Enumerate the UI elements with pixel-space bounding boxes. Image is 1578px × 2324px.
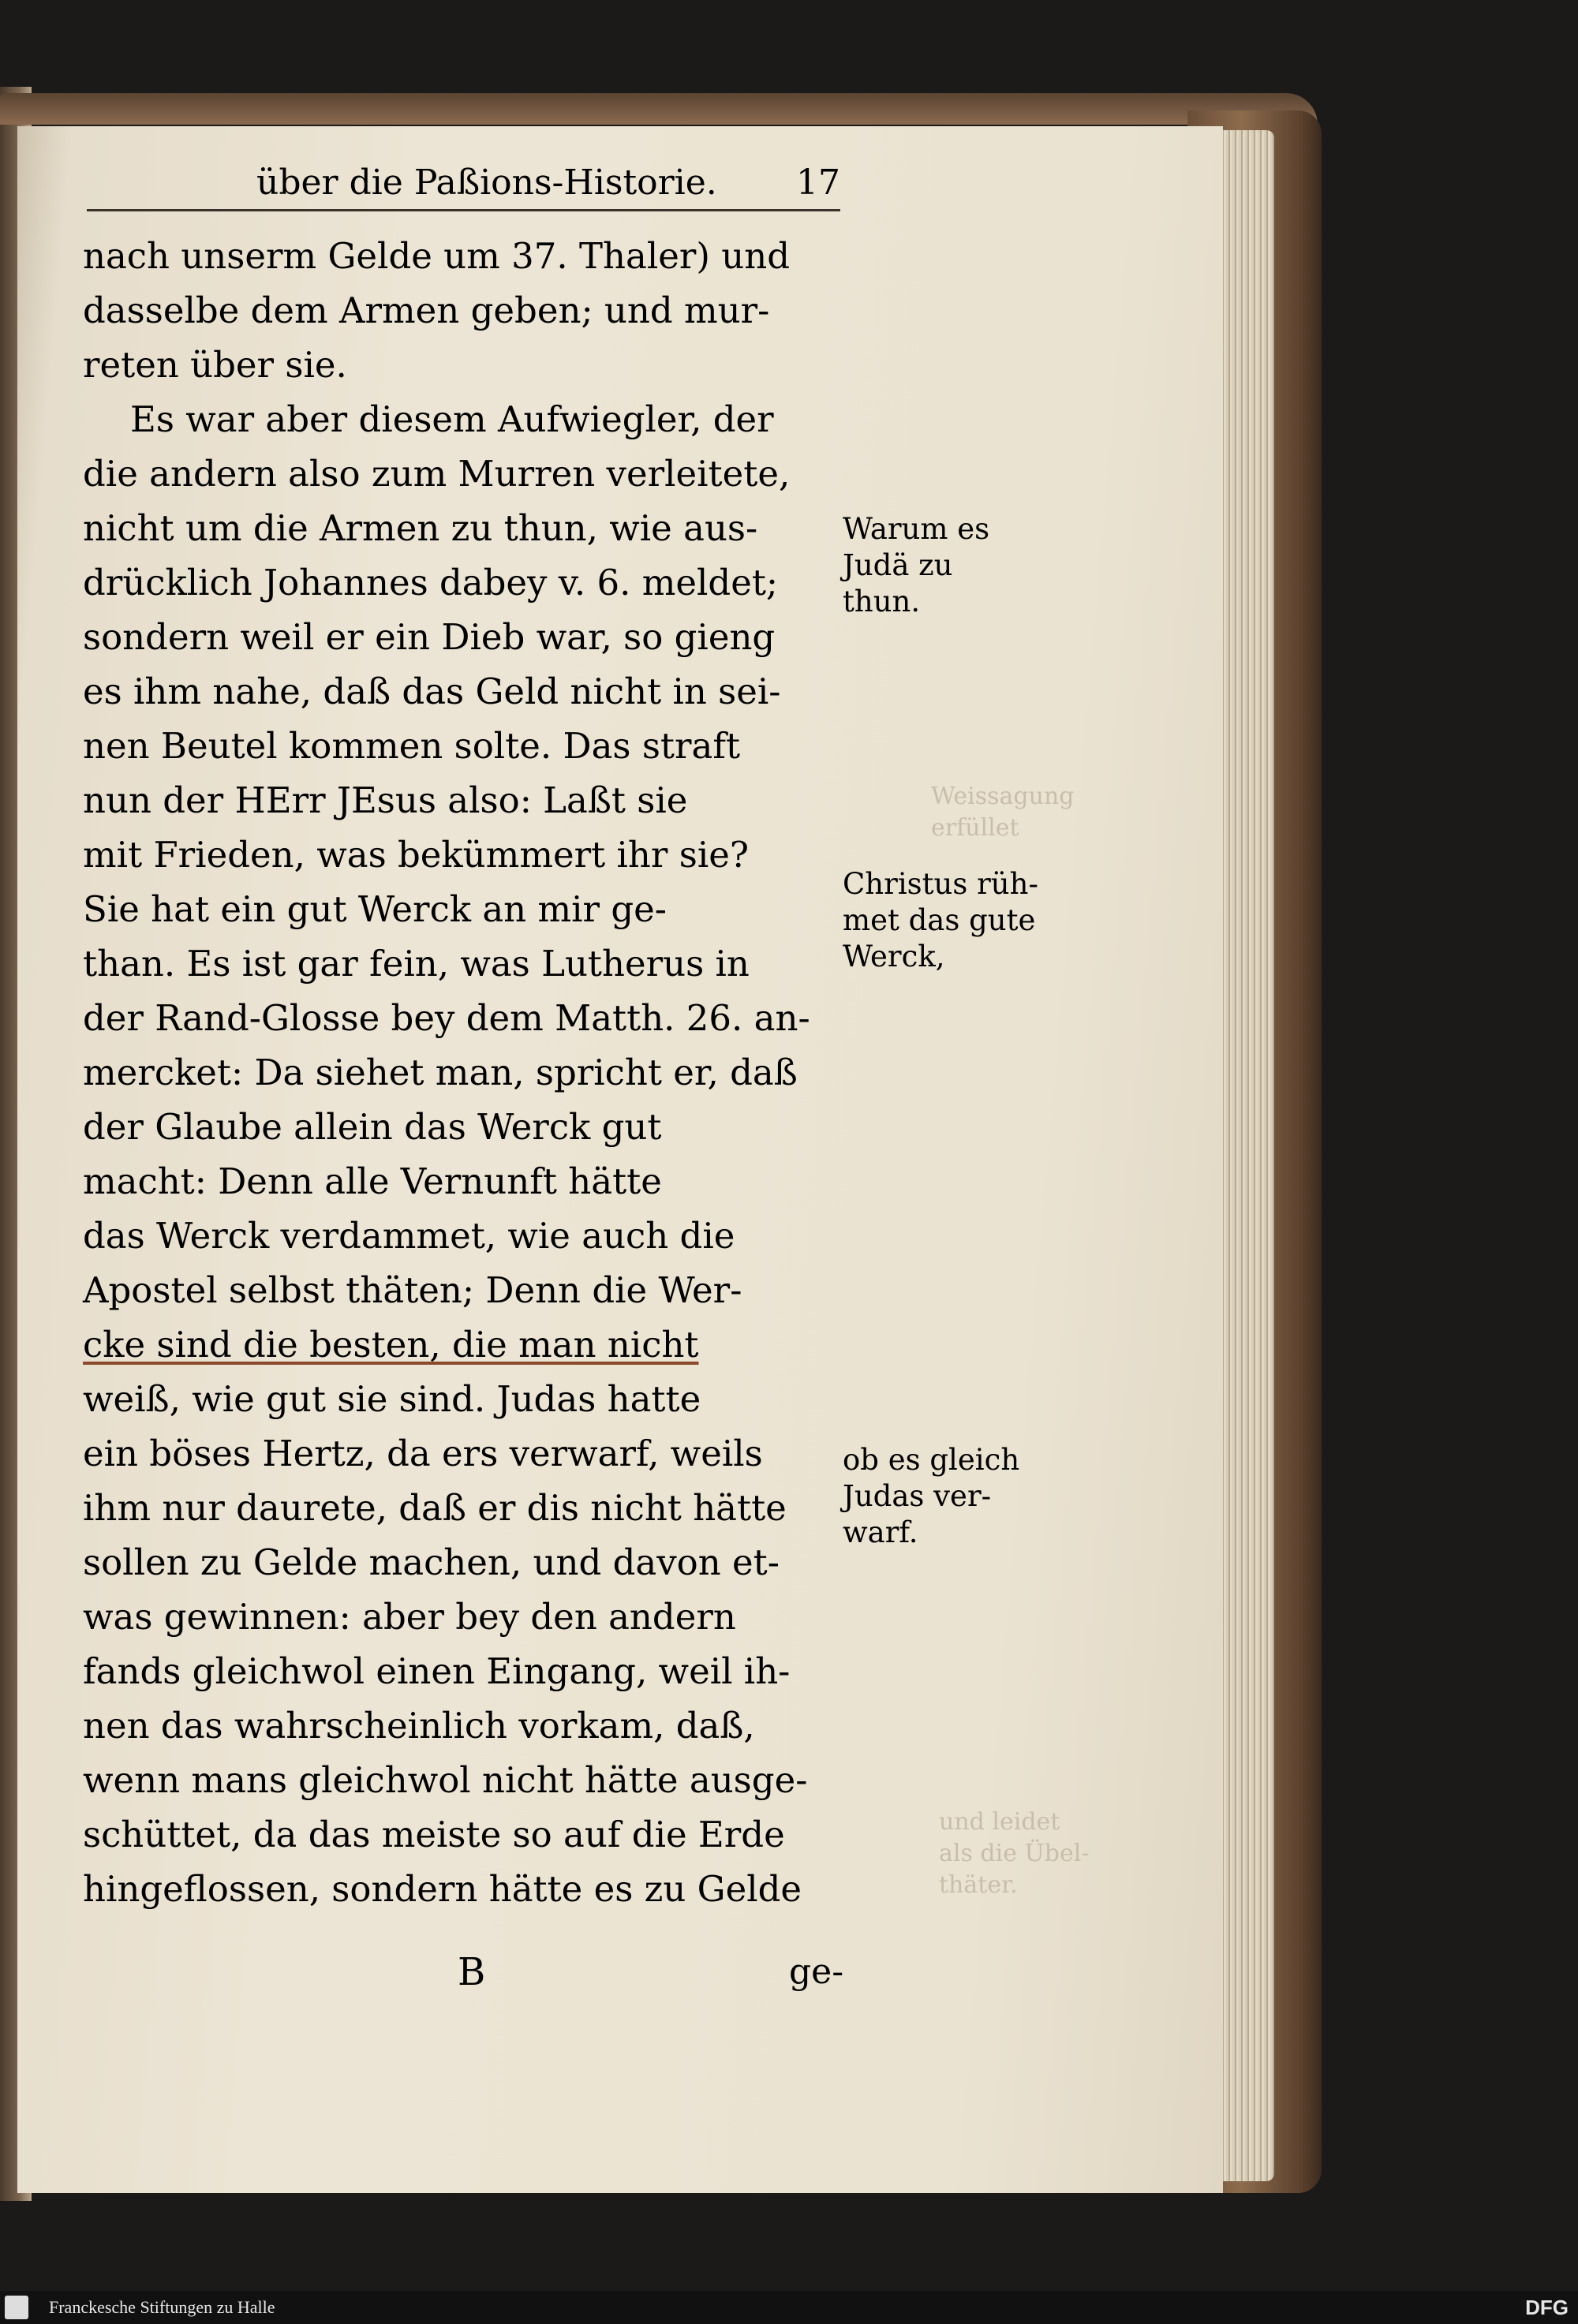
text-line: wenn mans gleichwol nicht hätte ausge-	[83, 1759, 808, 1801]
text-line: mit Frieden, was bekümmert ihr sie?	[83, 834, 749, 876]
margin-note-christus	[843, 866, 1056, 975]
margin-note-line: Warum es	[843, 512, 990, 546]
text-line: Es war aber diesem Aufwiegler, der	[130, 398, 774, 440]
bleed-line: als die Übel-	[939, 1840, 1090, 1867]
margin-note-why	[843, 511, 1056, 620]
bleed-through-text-lower	[939, 1807, 1089, 1901]
running-title: über die Paßions-Historie.	[256, 163, 717, 203]
bleed-line: und leidet	[939, 1808, 1060, 1836]
dfg-badge: DFG	[1525, 2296, 1569, 2319]
margin-note-line: warf.	[843, 1515, 918, 1549]
text-line: macht: Denn alle Vernunft hätte	[83, 1160, 662, 1202]
text-line: nun der HErr JEsus also: Laßt sie	[83, 779, 688, 821]
text-line: than. Es ist gar fein, was Lutherus in	[83, 943, 750, 985]
margin-note-line: Judä zu	[843, 548, 953, 582]
text-line: fands gleichwol einen Eingang, weil ih-	[83, 1650, 791, 1692]
text-line: nicht um die Armen zu thun, wie aus-	[83, 507, 758, 549]
bleed-line: erfüllet	[931, 814, 1019, 842]
signature-mark: B	[458, 1950, 486, 1994]
text-line: es ihm nahe, daß das Geld nicht in sei-	[83, 671, 781, 712]
running-header	[241, 158, 840, 208]
text-line: mercket: Da siehet man, spricht er, daß	[83, 1052, 798, 1093]
text-line: ein böses Hertz, da ers verwarf, weils	[83, 1433, 763, 1474]
text-line: Sie hat ein gut Werck an mir ge-	[83, 888, 667, 930]
margin-note-line: ob es gleich	[843, 1443, 1020, 1477]
institution-logo-icon	[5, 2296, 28, 2319]
margin-note-line: met das gute	[843, 903, 1036, 937]
text-line: nach unserm Gelde um 37. Thaler) und	[83, 235, 791, 277]
text-line: was gewinnen: aber bey den andern	[83, 1596, 736, 1638]
text-line: reten über sie.	[83, 344, 347, 386]
text-line: der Rand-Glosse bey dem Matth. 26. an-	[83, 997, 810, 1039]
bleed-line: thäter.	[939, 1871, 1018, 1899]
text-line: nen Beutel kommen solte. Das straft	[83, 725, 741, 767]
text-line: dasselbe dem Armen geben; und mur-	[83, 290, 770, 331]
text-line: drücklich Johannes dabey v. 6. meldet;	[83, 562, 779, 603]
catchword: ge-	[789, 1952, 844, 1992]
margin-note-line: Werck,	[843, 940, 945, 973]
bleed-through-text-upper	[931, 781, 1074, 844]
underlined-text-line: cke sind die besten, die man nicht	[83, 1324, 699, 1366]
text-line: hingeflossen, sondern hätte es zu Gelde	[83, 1868, 802, 1910]
book-cover-top	[0, 93, 1318, 125]
text-line: nen das wahrscheinlich vorkam, daß,	[83, 1705, 755, 1747]
text-line: Apostel selbst thäten; Denn die Wer-	[83, 1269, 742, 1311]
text-line: das Werck verdammet, wie auch die	[83, 1215, 735, 1257]
institution-name: Franckesche Stiftungen zu Halle	[49, 2297, 275, 2317]
viewer-bottom-bar	[0, 2291, 1578, 2324]
text-line: weiß, wie gut sie sind. Judas hatte	[83, 1378, 701, 1420]
header-rule	[87, 209, 840, 211]
main-text-block	[83, 229, 840, 1916]
text-line: ihm nur daurete, daß er dis nicht hätte	[83, 1487, 787, 1529]
text-line: sollen zu Gelde machen, und davon et-	[83, 1541, 780, 1583]
text-line: die andern also zum Murren verleitete,	[83, 453, 791, 495]
bleed-line: Weissagung	[931, 783, 1075, 810]
text-line: sondern weil er ein Dieb war, so gieng	[83, 616, 776, 658]
margin-note-line: Christus rüh-	[843, 867, 1038, 901]
margin-note-line: thun.	[843, 585, 921, 618]
text-line: der Glaube allein das Werck gut	[83, 1106, 662, 1148]
margin-note-judas	[843, 1442, 1056, 1551]
margin-note-line: Judas ver-	[843, 1479, 992, 1513]
page-number: 17	[796, 163, 840, 203]
text-line: schüttet, da das meiste so auf die Erde	[83, 1814, 785, 1855]
